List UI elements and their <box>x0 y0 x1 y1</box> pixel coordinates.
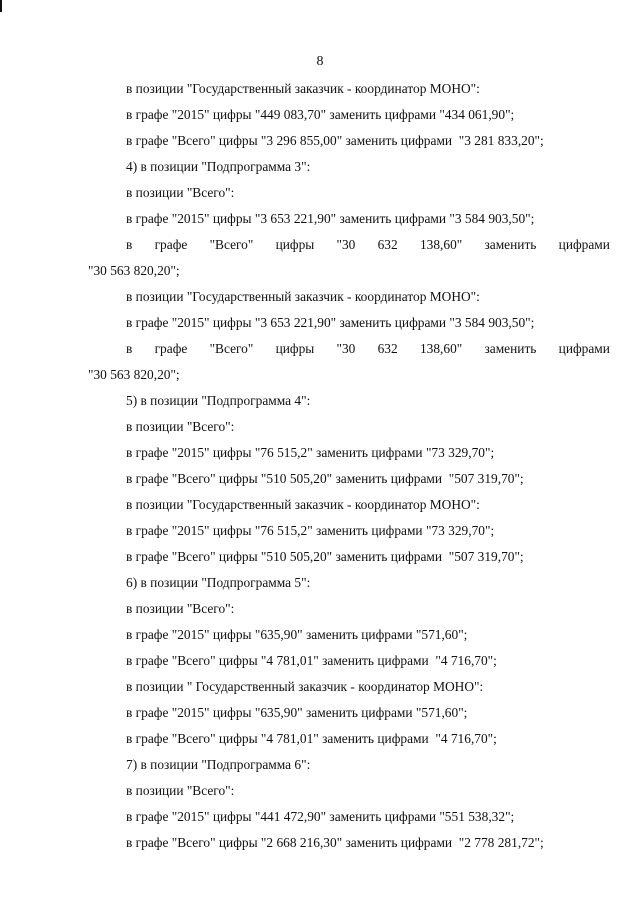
document-line <box>88 336 610 362</box>
document-line: в графе "2015" цифры "635,90" заменить цифрами "571,60"; <box>126 627 468 642</box>
document-line <box>88 232 610 258</box>
document-word: цифры <box>275 341 315 356</box>
document-line: в графе "2015" цифры "3 653 221,90" заменить цифрами "3 584 903,50"; <box>126 315 535 330</box>
document-word: в <box>126 237 133 252</box>
document-word: заменить <box>484 341 537 356</box>
document-word: заменить <box>484 237 537 252</box>
document-line: в графе "2015" цифры "76 515,2" заменить цифрами "73 329,70"; <box>126 523 495 538</box>
document-line: в графе "Всего" цифры "3 296 855,00" заменить цифрами "3 281 833,20"; <box>126 133 544 148</box>
document-line: в графе "Всего" цифры "4 781,01" заменить цифрами "4 716,70"; <box>126 731 497 746</box>
document-word: "Всего" <box>209 237 254 252</box>
document-line: в позиции "Всего": <box>126 185 235 200</box>
document-word: цифрами <box>558 237 610 252</box>
document-line: в графе "Всего" цифры "510 505,20" заменить цифрами "507 319,70"; <box>126 549 524 564</box>
document-line: "30 563 820,20"; <box>88 263 180 278</box>
document-line: в позиции "Государственный заказчик - координатор МОНО": <box>126 81 480 96</box>
document-line: 4) в позиции "Подпрограмма 3": <box>126 159 311 174</box>
document-line: в графе "2015" цифры "449 083,70" заменить цифрами "434 061,90"; <box>126 107 515 122</box>
document-line: в графе "Всего" цифры "4 781,01" заменить цифрами "4 716,70"; <box>126 653 497 668</box>
document-word: "Всего" <box>209 341 254 356</box>
document-body <box>88 76 610 856</box>
document-word: в <box>126 341 133 356</box>
document-line: в позиции " Государственный заказчик - координатор МОНО": <box>126 679 484 694</box>
document-word: цифрами <box>558 341 610 356</box>
document-word: цифры <box>275 237 315 252</box>
page-number: 8 <box>316 54 324 69</box>
document-word: 632 <box>377 237 398 252</box>
document-line: в графе "Всего" цифры "510 505,20" заменить цифрами "507 319,70"; <box>126 471 524 486</box>
document-line: в позиции "Всего": <box>126 601 235 616</box>
document-word: графе <box>154 237 188 252</box>
document-word: 632 <box>377 341 398 356</box>
document-word: 138,60" <box>419 341 463 356</box>
document-line: в графе "Всего" цифры "2 668 216,30" заменить цифрами "2 778 281,72"; <box>126 835 544 850</box>
document-line: в позиции "Государственный заказчик - координатор МОНО": <box>126 289 480 304</box>
scan-edge-mark <box>0 0 2 12</box>
document-line: в графе "2015" цифры "441 472,90" заменить цифрами "551 538,32"; <box>126 809 515 824</box>
document-line: в графе "2015" цифры "76 515,2" заменить цифрами "73 329,70"; <box>126 445 495 460</box>
document-word: 138,60" <box>419 237 463 252</box>
document-line: в позиции "Всего": <box>126 419 235 434</box>
document-word: графе <box>154 341 188 356</box>
document-line: 5) в позиции "Подпрограмма 4": <box>126 393 311 408</box>
document-line: 7) в позиции "Подпрограмма 6": <box>126 757 311 772</box>
document-line: "30 563 820,20"; <box>88 367 180 382</box>
document-line: в графе "2015" цифры "3 653 221,90" заменить цифрами "3 584 903,50"; <box>126 211 535 226</box>
document-line: в позиции "Всего": <box>126 783 235 798</box>
document-line: в позиции "Государственный заказчик - координатор МОНО": <box>126 497 480 512</box>
document-line: в графе "2015" цифры "635,90" заменить цифрами "571,60"; <box>126 705 468 720</box>
document-line: 6) в позиции "Подпрограмма 5": <box>126 575 311 590</box>
document-word: "30 <box>336 237 356 252</box>
document-word: "30 <box>336 341 356 356</box>
